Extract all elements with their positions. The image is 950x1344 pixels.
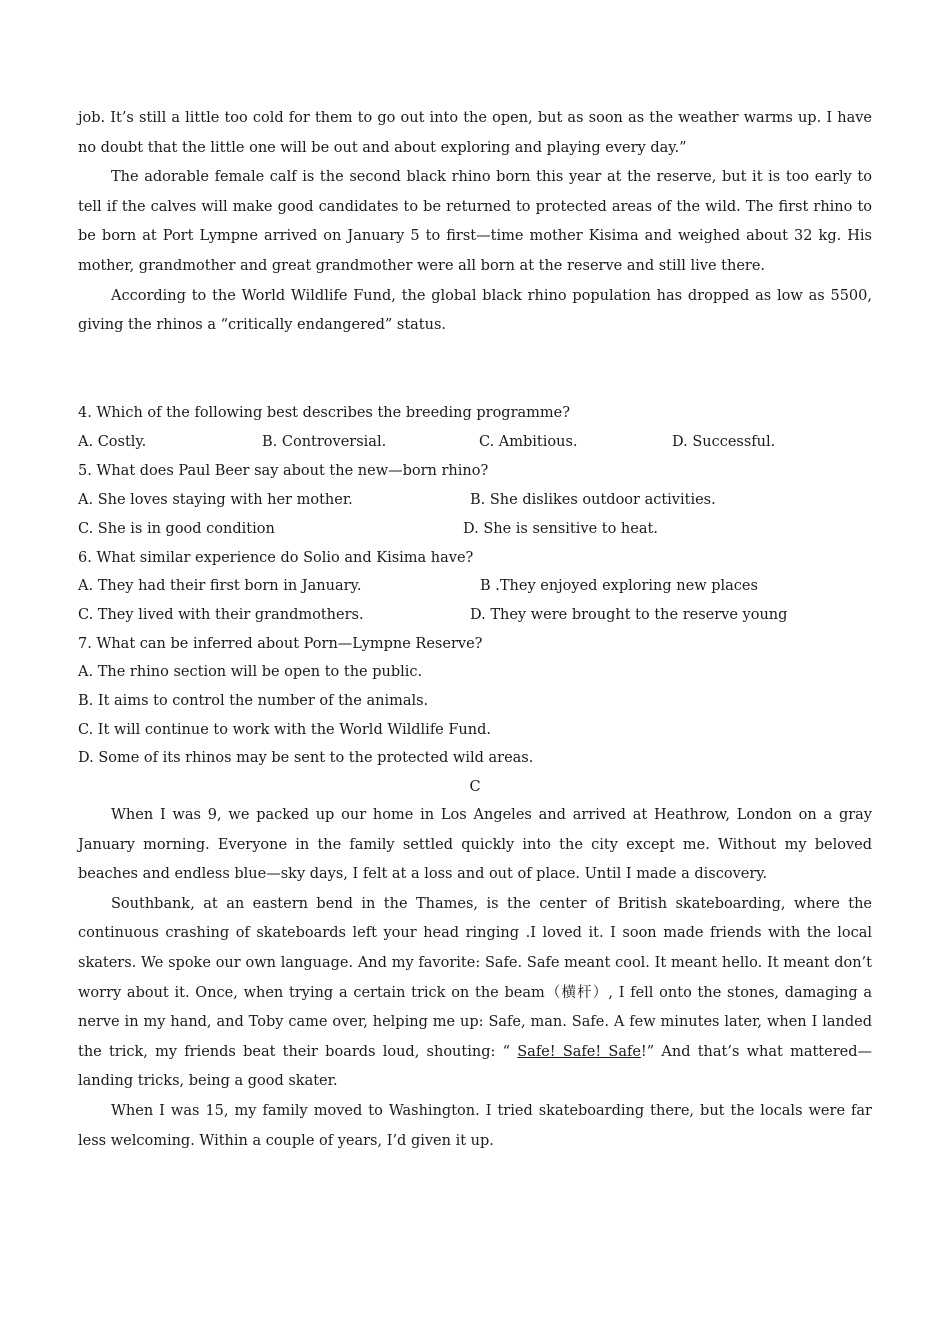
question-7-stem: 7. What can be inferred about Porn—Lympne Reserve?: [78, 636, 483, 652]
passage-c-heading: C: [469, 779, 481, 795]
question-6-option-d: D. They were brought to the reserve young: [470, 607, 788, 623]
question-7-option-d: D. Some of its rhinos may be sent to the protected wild areas.: [78, 750, 534, 766]
question-5-option-c: C. She is in good condition: [78, 521, 275, 537]
question-4-option-c: C. Ambitious.: [479, 434, 578, 450]
question-6-option-c: C. They lived with their grandmothers.: [78, 607, 364, 623]
question-6-option-a: A. They had their first born in January.: [78, 578, 362, 594]
passage-b-paragraph-3: According to the World Wildlife Fund, the global black rhino population has dropped as low as 5500, giving the rhinos a “critically endangered” status.: [78, 287, 872, 334]
question-5-stem: 5. What does Paul Beer say about the new—born rhino?: [78, 463, 489, 479]
passage-c: [78, 801, 872, 1156]
question-4-stem: 4. Which of the following best describes the breeding programme?: [78, 405, 571, 421]
question-6-stem: 6. What similar experience do Solio and Kisima have?: [78, 550, 474, 566]
passage-c-paragraph-2: [78, 890, 872, 1097]
question-5-option-d: D. She is sensitive to heat.: [463, 521, 658, 537]
safe-underlined-phrase: Safe! Safe! Safe: [517, 1043, 641, 1060]
passage-b-paragraph-1-continued: job. It’s still a little too cold for them to go out into the open, but as soon as the weather warms up. I have no doubt that the little one will be out and about exploring and playing every day.”: [78, 110, 872, 156]
passage-c-paragraph-2-ending: !” And that’s what mattered—landing tricks, being a good skater.: [78, 1043, 872, 1090]
question-7-option-b: B. It aims to control the number of the animals.: [78, 693, 429, 709]
passage-b: [78, 104, 872, 341]
question-7-option-c: C. It will continue to work with the World Wildlife Fund.: [78, 722, 492, 738]
question-5-option-a: A. She loves staying with her mother.: [78, 492, 353, 508]
passage-b-paragraph-2: The adorable female calf is the second black rhino born this year at the reserve, but it is too early to tell if the calves will make good candidates to be returned to protected areas of the wild. The first rhino to be born at Port Lympne arrived on January 5 to first—time mother Kisima and weighed about 32 kg. His mother, grandmother and great grandmother were all born at the reserve and still live there.: [78, 169, 872, 274]
passage-c-paragraph-2-text: Southbank, at an eastern bend in the Thames, is the center of British skateboarding, where the continuous crashing of skateboards left your head ringing .I loved it. I soon made friends with the local skaters. We spoke our own language. And my favorite: Safe. Safe meant cool. It meant hello. It meant don’t worry about it. Once, when trying a certain trick on the beam（横杆）, I fell onto the stones, damaging a nerve in my hand, and Toby came over, helping me up: Safe, man. Safe. A few minutes later, when I landed the trick, my friends beat their boards loud, shouting: “: [78, 895, 872, 1060]
question-7-option-a: A. The rhino section will be open to the public.: [78, 664, 423, 680]
passage-c-paragraph-3: When I was 15, my family moved to Washington. I tried skateboarding there, but the locals were far less welcoming. Within a couple of years, I’d given it up.: [78, 1102, 872, 1149]
question-5-option-b: B. She dislikes outdoor activities.: [470, 492, 716, 508]
passage-c-paragraph-1: When I was 9, we packed up our home in Los Angeles and arrived at Heathrow, London on a gray January morning. Everyone in the family settled quickly into the city except me. Without my beloved beaches and endless blue—sky days, I felt at a loss and out of place. Until I made a discovery.: [78, 807, 872, 883]
question-6-option-b: B .They enjoyed exploring new places: [480, 578, 758, 594]
question-4-option-a: A. Costly.: [78, 434, 147, 450]
question-4-option-d: D. Successful.: [672, 434, 776, 450]
question-4-option-b: B. Controversial.: [262, 434, 387, 450]
